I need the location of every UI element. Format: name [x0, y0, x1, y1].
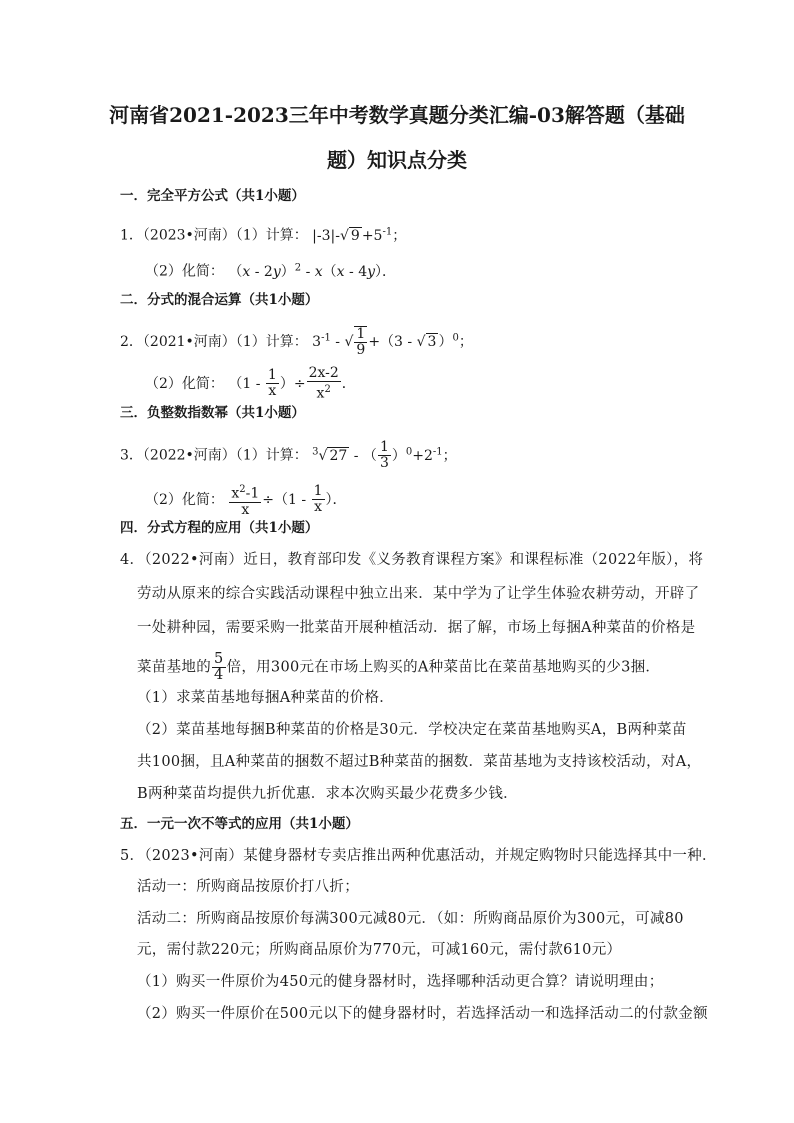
- problem-1-expression-2: （x - 2y）$^2$ - x（x - 4y）．: [228, 262, 397, 280]
- section-heading-5: 五．一元一次不等式的应用（共1小题）: [120, 816, 359, 832]
- problem-2-source: 2．（2021•河南）: [120, 334, 236, 350]
- problem-3-expression-2: $\frac{x^2-1}{x}$ ÷（1 - $\frac{1}{x}$ ）．: [231, 483, 347, 518]
- problem-3-part-2-label: （2）化简：: [145, 491, 224, 508]
- problem-2-expression-2: （1 - $\frac{1}{x}$ ）÷ $\frac{2x-2}{x^2}$ ．: [228, 365, 356, 402]
- problem-4-question-2-line-1: （2）菜苗基地每捆B种菜苗的价格是30元．学校决定在菜苗基地购买A，B两种菜苗: [137, 722, 687, 738]
- problem-2-part-2: [145, 366, 356, 402]
- problem-5-question-1: （1）购买一件原价为450元的健身器材时，选择哪种活动更合算？请说明理由；: [137, 974, 664, 990]
- problem-3-source: 3．（2022•河南）: [120, 447, 236, 464]
- problem-1-part-1-label: （1）计算：: [235, 227, 308, 244]
- problem-4-question-2-line-3: B两种菜苗均提供九折优惠．求本次购买最少花费多少钱．: [137, 786, 518, 802]
- problem-1-source: 1．（2023•河南）: [120, 227, 236, 244]
- problem-1-expression-1: |-3|-√ $9 +5^{-1}$；: [312, 226, 407, 244]
- problem-2-part-1-label: （1）计算：: [235, 334, 308, 350]
- problem-1-part-2: [145, 258, 396, 282]
- problem-1-part-1: [120, 222, 406, 246]
- problem-4-line-3: 一处耕种园，需要采购一批菜苗开展种植活动．据了解，市场上每捆A种菜苗的价格是: [137, 620, 696, 636]
- problem-3-expression-1: $^3$√ 27 - （ $\frac{1}{3}$ ）$^0+2^{-1}$；: [312, 439, 457, 471]
- section-heading-1: 一．完全平方公式（共1小题）: [120, 188, 305, 204]
- section-heading-3: 三．负整数指数幂（共1小题）: [120, 405, 305, 421]
- problem-2-part-1: [120, 326, 473, 358]
- problem-4-line-4-end: 倍，用300元在市场上购买的A种菜苗比在菜苗基地购买的少3捆．: [226, 659, 661, 676]
- problem-5-line-1: 5．（2023•河南）某健身器材专卖店推出两种优惠活动，并规定购物时只能选择其中一种．: [120, 848, 717, 864]
- problem-4-line-4-start: 菜苗基地的: [137, 659, 211, 676]
- problem-4-fraction: $\frac{5}{4}$: [214, 651, 224, 683]
- problem-5-question-2: （2）购买一件原价在500元以下的健身器材时，若选择活动一和选择活动二的付款金额: [137, 1006, 708, 1022]
- problem-1-part-2-label: （2）化简：: [145, 263, 224, 280]
- problem-5-line-4: 元，需付款220元；所购商品原价为770元，可减160元，需付款610元）: [137, 942, 622, 958]
- problem-3-part-2: [145, 482, 347, 518]
- section-heading-2: 二．分式的混合运算（共1小题）: [120, 292, 319, 308]
- problem-4-question-2-line-2: 共100捆，且A种菜苗的捆数不超过B种菜苗的捆数．菜苗基地为支持该校活动，对A，: [137, 754, 702, 770]
- problem-4-question-1: （1）求菜苗基地每捆A种菜苗的价格．: [137, 690, 395, 706]
- problem-3-part-1-label: （1）计算：: [235, 447, 308, 464]
- problem-4-line-4: [137, 652, 660, 683]
- document-title-line-2: 题）知识点分类: [327, 148, 467, 172]
- problem-2-expression-1: $3^{-1}$ - √ $\frac{1}{9}$ +（3 - √ 3 ）$^0$；: [312, 326, 473, 358]
- problem-4-line-2: 劳动从原来的综合实践活动课程中独立出来．某中学为了让学生体验农耕劳动，开辟了: [137, 586, 700, 602]
- document-title-line-1: 河南省2021-2023三年中考数学真题分类汇编-03解答题（基础: [109, 103, 685, 127]
- problem-4-line-1: 4．（2022•河南）近日，教育部印发《义务教育课程方案》和课程标准（2022年版），将: [120, 552, 704, 568]
- section-heading-4: 四．分式方程的应用（共1小题）: [120, 520, 319, 536]
- problem-5-line-3: 活动二：所购商品按原价每满300元减80元．（如：所购商品原价为300元，可减80: [137, 911, 684, 927]
- problem-3-part-1: [120, 440, 457, 471]
- problem-5-line-2: 活动一：所购商品按原价打八折；: [137, 879, 359, 895]
- problem-2-part-2-label: （2）化简：: [145, 375, 224, 392]
